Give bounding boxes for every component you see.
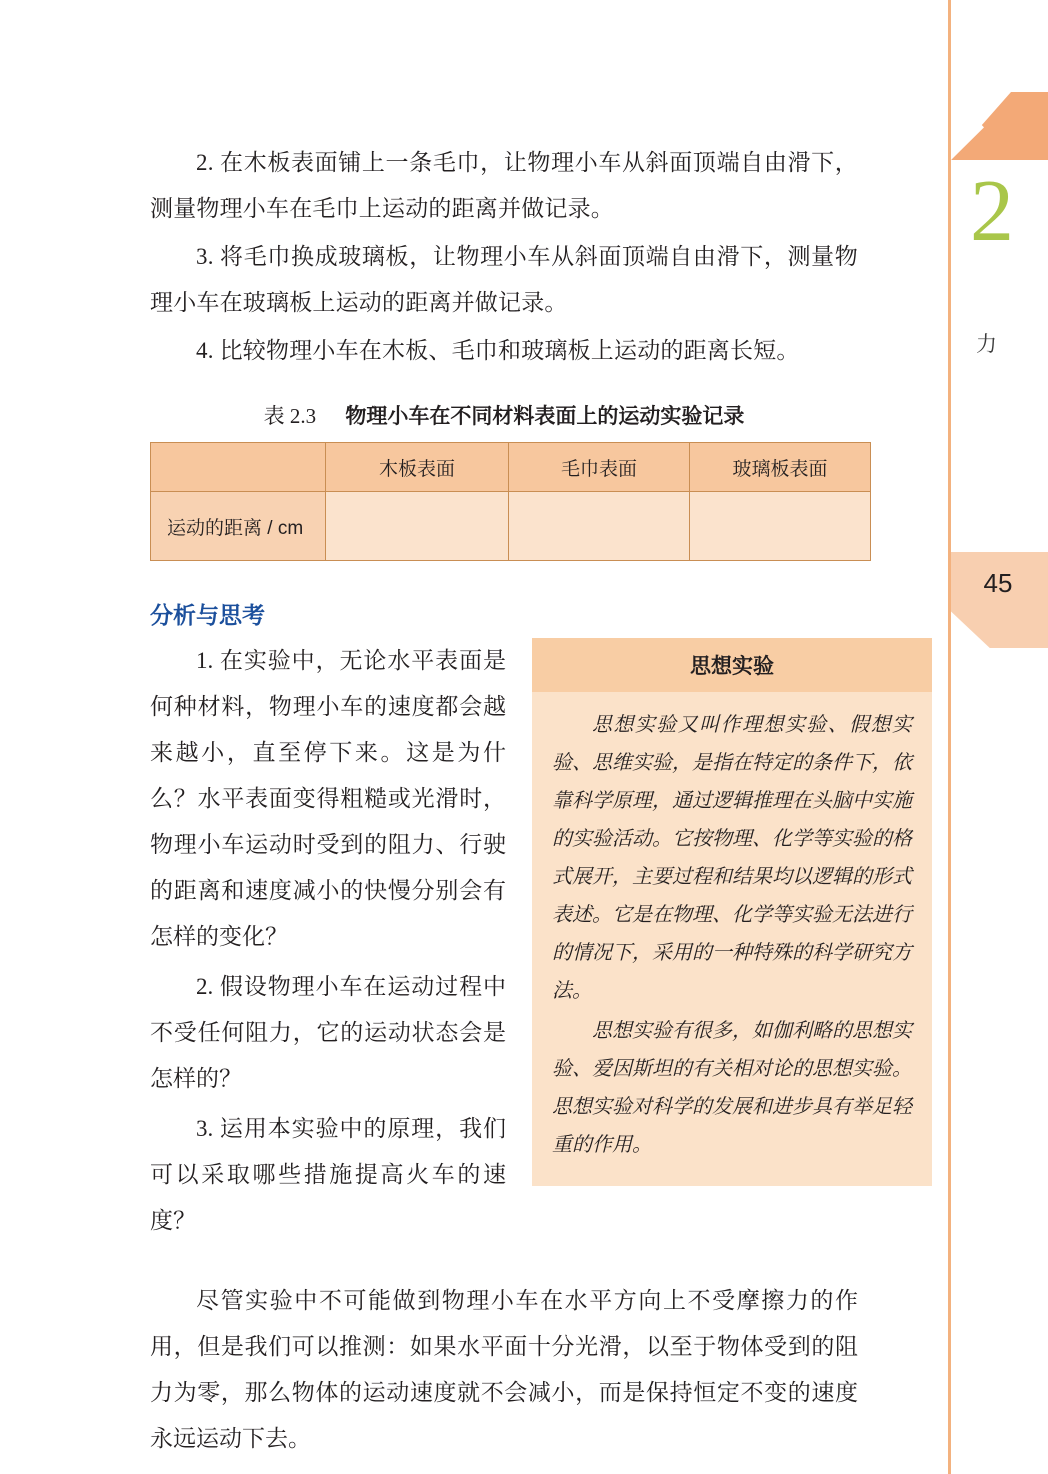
table-caption-text: 物理小车在不同材料表面上的运动实验记录	[345, 405, 745, 428]
table-cell-wood-distance[interactable]	[326, 492, 509, 561]
thought-experiment-title: 思想实验	[532, 638, 932, 692]
analysis-question-1: 1. 在实验中，无论水平表面是何种材料，物理小车的速度都会越来越小，直至停下来。这是为什么？水平表面变得粗糙或光滑时，物理小车运动时受到的阻力、行驶的距离和速度减小的快慢分别会有怎样的变化？	[150, 648, 506, 949]
page-number-tab	[951, 552, 1048, 648]
table-row	[151, 492, 871, 561]
table-row-header-distance: 运动的距离 / cm	[151, 492, 326, 561]
table-header-row	[151, 443, 871, 492]
step-paragraph-3: 3. 将毛巾换成玻璃板，让物理小车从斜面顶端自由滑下，测量物理小车在玻璃板上运动的距离并做记录。	[150, 244, 858, 315]
chapter-number: 2	[970, 163, 1014, 260]
experiment-record-table	[150, 442, 871, 561]
step-paragraph-2: 2. 在木板表面铺上一条毛巾，让物理小车从斜面顶端自由滑下，测量物理小车在毛巾上运动的距离并做记录。	[150, 150, 858, 221]
table-label: 表 2.3	[263, 404, 317, 428]
table-caption	[150, 400, 858, 430]
analysis-heading: 分析与思考	[150, 602, 265, 628]
table-cell-glass-distance[interactable]	[690, 492, 871, 561]
thought-experiment-paragraph-1: 思想实验又叫作理想实验、假想实验、思维实验，是指在特定的条件下，依靠科学原理，通过逻辑推理在头脑中实施的实验活动。它按物理、化学等实验的格式展开，主要过程和结果均以逻辑的形式表述。它是在物理、化学等实验无法进行的情况下，采用的一种特殊的科学研究方法。	[552, 714, 912, 1002]
page-number: 45	[983, 568, 1013, 598]
table-header-glass: 玻璃板表面	[690, 443, 871, 492]
table-header-wood: 木板表面	[326, 443, 509, 492]
analysis-question-3: 3. 运用本实验中的原理，我们可以采取哪些措施提高火车的速度？	[150, 1116, 506, 1233]
rail-vertical-line	[948, 0, 951, 1474]
thought-experiment-paragraph-2: 思想实验有很多，如伽利略的思想实验、爱因斯坦的有关相对论的思想实验。思想实验对科学的发展和进步具有举足轻重的作用。	[552, 1020, 912, 1156]
table-cell-towel-distance[interactable]	[509, 492, 690, 561]
analysis-question-2: 2. 假设物理小车在运动过程中不受任何阻力，它的运动状态会是怎样的？	[150, 974, 506, 1091]
analysis-questions	[150, 638, 506, 1248]
closing-paragraph: 尽管实验中不可能做到物理小车在水平方向上不受摩擦力的作用，但是我们可以推测：如果水平面十分光滑，以至于物体受到的阻力为零，那么物体的运动速度就不会减小，而是保持恒定不变的速度永远运动下去。	[150, 1288, 858, 1451]
table-header-blank	[151, 443, 326, 492]
chapter-word: 力	[976, 333, 997, 356]
closing-paragraph-block	[150, 1278, 858, 1462]
thought-experiment-body	[532, 692, 932, 1186]
thought-experiment-box	[532, 638, 932, 1186]
table-header-towel: 毛巾表面	[509, 443, 690, 492]
right-margin-rail	[948, 0, 1048, 1474]
analysis-and-sidebox	[150, 638, 912, 1248]
step-paragraph-4: 4. 比较物理小车在木板、毛巾和玻璃板上运动的距离长短。	[196, 338, 800, 363]
